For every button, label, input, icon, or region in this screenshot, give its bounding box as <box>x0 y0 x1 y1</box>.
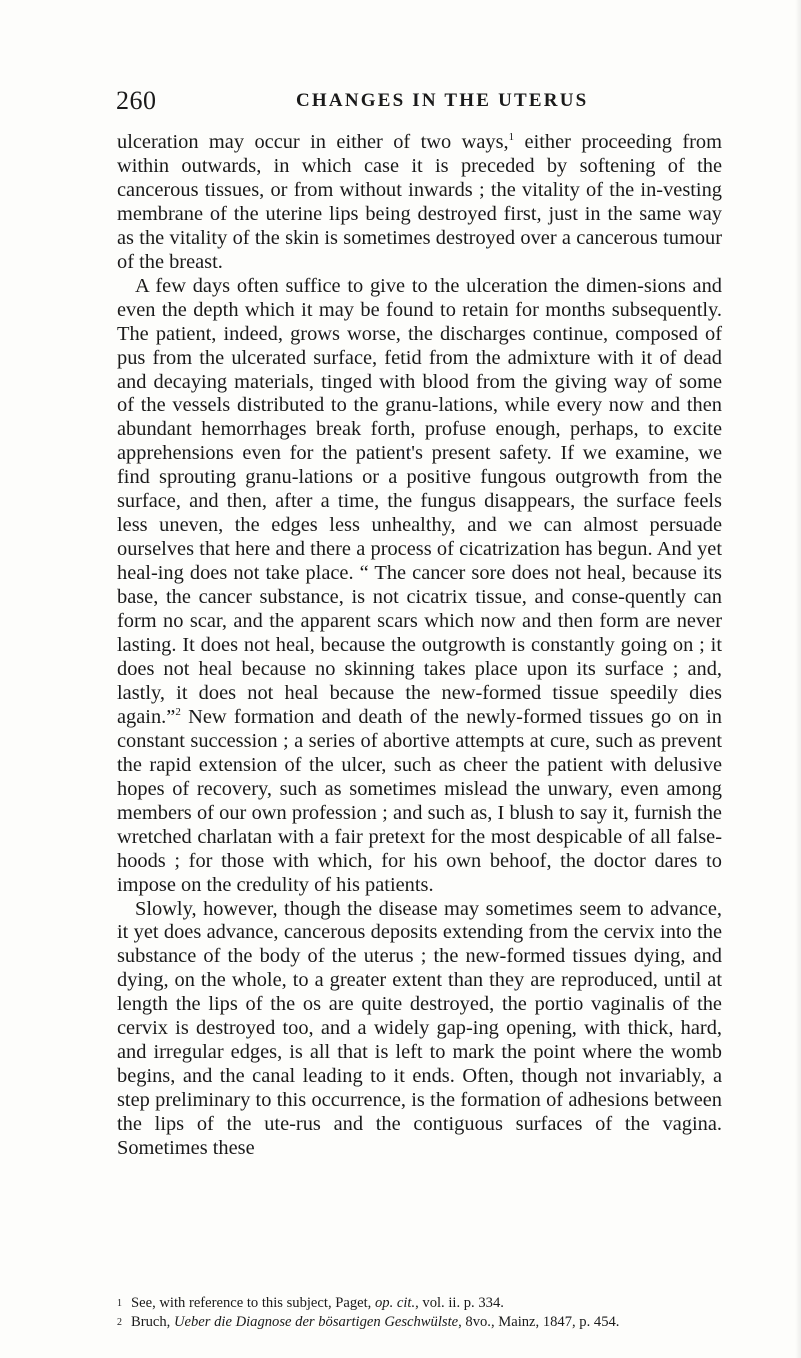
paragraph <box>117 275 722 898</box>
running-title: CHANGES IN THE UTERUS <box>296 90 589 111</box>
footnote-ref: 1 <box>508 131 515 144</box>
running-head <box>116 86 722 116</box>
footnote <box>117 1313 722 1332</box>
text-run: either proceeding from within outwards, in which case it is preceded by softening of the cancerous tissues, or from without inwards ; the vitality of the in-vesting membrane of the uterine lips being destroyed first, just in the same way as the vitality of the skin is sometimes destroyed over a cancerous tumour of the breast. <box>117 131 722 273</box>
page-edge-shadow <box>795 0 801 1358</box>
footnote <box>117 1294 722 1313</box>
paragraph <box>117 131 722 275</box>
text-run: , 8vo., Mainz, 1847, p. 454. <box>458 1314 620 1330</box>
italic-title: op. cit. <box>374 1295 416 1311</box>
text-run: A few days often suffice to give to the ulceration the dimen-sions and even the depth which it may be found to retain for months subsequently. The patient, indeed, grows worse, the discharges continue, composed of pus from the ulcerated surface, fetid from the admixture with it of dead and decaying materials, tinged with blood from the giving way of some of the vessels distributed to the granu-lations, while every now and then abundant hemorrhages break forth, profuse enough, perhaps, to excite apprehensions even for the patient's present safety. If we examine, we find sprouting granu-lations or a positive fungous outgrowth from the surface, and then, after a time, the fungus disappears, the surface feels less uneven, the edges less unhealthy, and we can almost persuade ourselves that here and there a process of cicatrization has begun. And yet heal-ing does not take place. “ The cancer sore does not heal, because its base, the cancer substance, is not cicatrix tissue, and conse-quently can form no scar, and the apparent scars which now and then form are never lasting. It does not heal, because the outgrowth is constantly going on ; it does not heal because no skinning takes place upon its surface ; and, lastly, it does not heal because the new-formed tissue speedily dies again.” <box>117 274 722 728</box>
paragraph <box>117 898 722 1161</box>
body-text <box>117 131 722 1161</box>
text-run: Slowly, however, though the disease may sometimes seem to advance, it yet does advance, cancerous deposits extending from the cervix into the substance of the body of the uterus ; the new-formed tissues dying, and dying, on the whole, to a greater extent than they are reproduced, until at length the lips of the os are quite destroyed, the portio vaginalis of the cervix is destroyed too, and a widely gap-ing opening, with thick, hard, and irregular edges, is all that is left to mark the point where the womb begins, and the canal leading to it ends. Often, though not invariably, a step preliminary to this occurrence, is the formation of adhesions between the lips of the ute-rus and the contiguous surfaces of the vagina. Sometimes these <box>117 897 722 1160</box>
footnotes <box>117 1294 722 1332</box>
footnote-mark: 2 <box>117 1317 122 1328</box>
text-run: ulceration may occur in either of two ways, <box>117 131 509 153</box>
page-number: 260 <box>116 86 157 115</box>
footnote-mark: 1 <box>117 1298 122 1309</box>
text-run: Bruch, <box>131 1314 174 1330</box>
italic-title: Ueber die Diagnose der bösartigen Geschwülste <box>173 1314 459 1330</box>
text-run: New formation and death of the newly-formed tissues go on in constant succession ; a series of abortive attempts at cure, such as prevent the rapid extension of the ulcer, such as cheer the patient with delusive hopes of recovery, such as sometimes mislead the unwary, even among members of our own profession ; and such as, I blush to say it, furnish the wretched charlatan with a fair pretext for the most despicable of all false-hoods ; for those with which, for his own behoof, the doctor dares to impose on the credulity of his patients. <box>117 705 722 896</box>
text-run: , vol. ii. p. 334. <box>415 1295 504 1311</box>
footnote-ref: 2 <box>175 706 181 719</box>
text-run: See, with reference to this subject, Paget, <box>131 1295 375 1311</box>
